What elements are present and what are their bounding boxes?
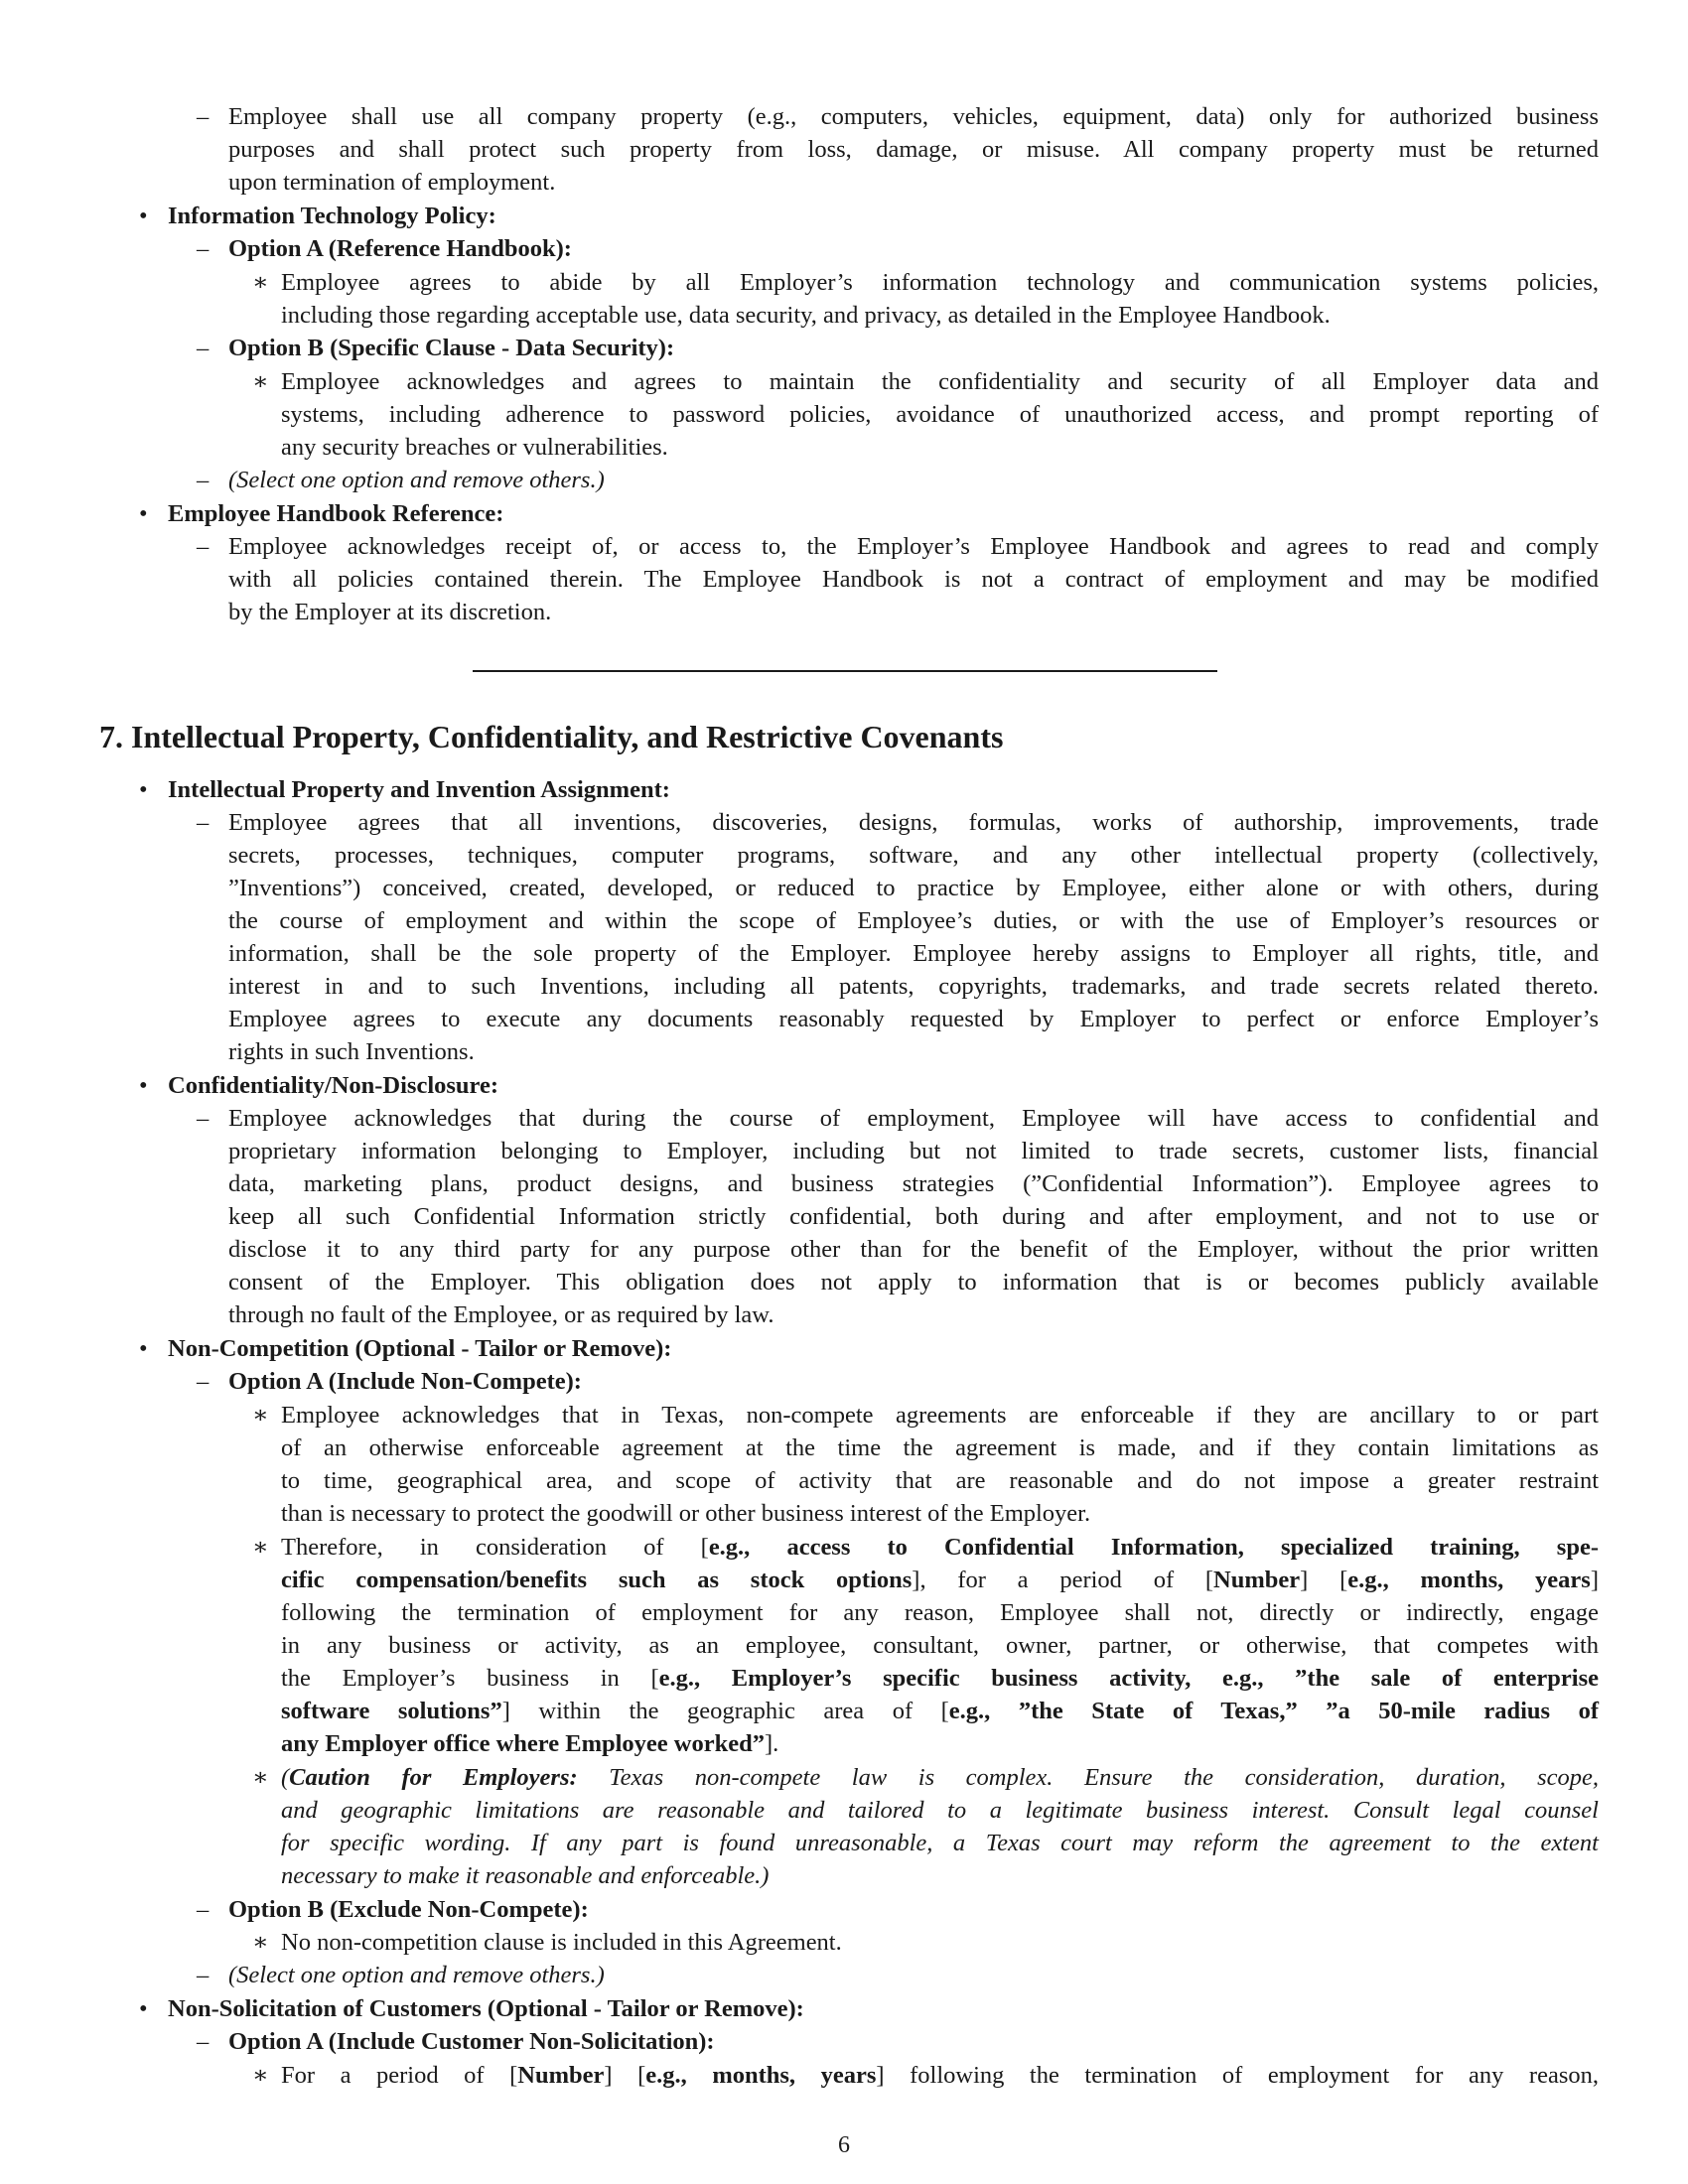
dash-marker: – — [197, 809, 210, 836]
ip-line: rights in such Inventions. — [228, 1038, 475, 1065]
bullet-marker: • — [139, 776, 148, 803]
ip-line: secrets, processes, techniques, computer programs, software, and any other intellectual property (collectively, — [228, 842, 1599, 869]
bullet-marker: • — [139, 203, 148, 229]
confidentiality-line: Employee acknowledges that during the course of employment, Employee will have access to confidential and — [228, 1105, 1599, 1132]
ip-line: ”Inventions”) conceived, created, developed, or reduced to practice by Employee, either alone or with others, during — [228, 875, 1599, 901]
it-option-a-line: including those regarding acceptable use, data security, and privacy, as detailed in the Employee Handbook. — [281, 302, 1331, 329]
company-property-line: upon termination of employment. — [228, 169, 556, 196]
non-compete-heading: Non-Competition (Optional - Tailor or Remove): — [168, 1335, 672, 1362]
dash-marker: – — [197, 235, 210, 262]
dash-marker: – — [197, 1896, 210, 1923]
it-option-b-heading: Option B (Specific Clause - Data Security): — [228, 335, 675, 361]
non-compete-para2-line: software solutions”] within the geographic area of [e.g., ”the State of Texas,” ”a 50-mile radius of — [281, 1698, 1600, 1724]
non-compete-para1-line: Employee acknowledges that in Texas, non-compete agreements are enforceable if they are ancillary to or part — [281, 1402, 1599, 1429]
bullet-marker: • — [139, 1995, 148, 2022]
it-option-b-line: any security breaches or vulnerabilities. — [281, 434, 668, 461]
non-compete-para1-line: than is necessary to protect the goodwill or other business interest of the Employer. — [281, 1500, 1091, 1527]
caution-line: and geographic limitations are reasonable and tailored to a legitimate business interest. Consult legal counsel — [281, 1797, 1599, 1824]
non-compete-para2-line: in any business or activity, as an employee, consultant, owner, partner, or otherwise, that competes with — [281, 1632, 1599, 1659]
star-marker: ∗ — [252, 2062, 269, 2089]
star-marker: ∗ — [252, 1534, 269, 1561]
section-divider — [473, 670, 1217, 672]
it-option-a-line: Employee agrees to abide by all Employer’s information technology and communication systems policies, — [281, 269, 1599, 296]
non-compete-para1-line: of an otherwise enforceable agreement at the time the agreement is made, and if they contain limitations as — [281, 1434, 1599, 1461]
ip-line: Employee agrees that all inventions, discoveries, designs, formulas, works of authorship, improvements, trade — [228, 809, 1599, 836]
it-option-a-heading: Option A (Reference Handbook): — [228, 235, 572, 262]
it-option-b-line: Employee acknowledges and agrees to maintain the confidentiality and security of all Employer data and — [281, 368, 1599, 395]
bullet-marker: • — [139, 1335, 148, 1362]
dash-marker: – — [197, 533, 210, 560]
confidentiality-line: proprietary information belonging to Employer, including but not limited to trade secrets, customer lists, financial — [228, 1138, 1599, 1164]
confidentiality-line: through no fault of the Employee, or as required by law. — [228, 1301, 774, 1328]
section-7-title: 7. Intellectual Property, Confidentiality, and Restrictive Covenants — [99, 719, 1004, 754]
page-number: 6 — [838, 2132, 850, 2158]
select-note: (Select one option and remove others.) — [228, 467, 605, 493]
company-property-line: Employee shall use all company property (e.g., computers, vehicles, equipment, data) only for authorized business — [228, 103, 1599, 130]
non-compete-para2-line: the Employer’s business in [e.g., Employer’s specific business activity, e.g., ”the sale of enterprise — [281, 1665, 1600, 1692]
ip-line: interest in and to such Inventions, including all patents, copyrights, trademarks, and trade secrets related thereto. — [228, 973, 1599, 1000]
bullet-marker: • — [139, 500, 148, 527]
non-solicit-line: For a period of [Number] [e.g., months, years] following the termination of employment for any reason, — [281, 2062, 1599, 2089]
star-marker: ∗ — [252, 1764, 269, 1791]
ip-line: the course of employment and within the scope of Employee’s duties, or with the use of Employer’s resources or — [228, 907, 1599, 934]
dash-marker: – — [197, 103, 210, 130]
dash-marker: – — [197, 1962, 210, 1988]
non-compete-para2-line: any Employer office where Employee worked”]. — [281, 1730, 779, 1757]
non-compete-para2-line: following the termination of employment for any reason, Employee shall not, directly or indirectly, engage — [281, 1599, 1599, 1626]
it-option-b-line: systems, including adherence to password policies, avoidance of unauthorized access, and prompt reporting of — [281, 401, 1599, 428]
non-compete-para2-line: cific compensation/benefits such as stock options], for a period of [Number] [e.g., months, years] — [281, 1567, 1599, 1593]
dash-marker: – — [197, 335, 210, 361]
non-compete-para2-line: Therefore, in consideration of [e.g., access to Confidential Information, specialized training, spe- — [281, 1534, 1599, 1561]
handbook-line: with all policies contained therein. The Employee Handbook is not a contract of employment and may be modified — [228, 566, 1599, 593]
dash-marker: – — [197, 2028, 210, 2055]
company-property-line: purposes and shall protect such property from loss, damage, or misuse. All company property must be returned — [228, 136, 1599, 163]
confidentiality-line: data, marketing plans, product designs, and business strategies (”Confidential Information”). Employee agrees to — [228, 1170, 1599, 1197]
it-policy-heading: Information Technology Policy: — [168, 203, 496, 229]
select-note: (Select one option and remove others.) — [228, 1962, 605, 1988]
caution-line: (Caution for Employers: Texas non-compete law is complex. Ensure the consideration, duration, scope, — [281, 1764, 1599, 1791]
confidentiality-line: consent of the Employer. This obligation does not apply to information that is or becomes publicly available — [228, 1269, 1599, 1296]
star-marker: ∗ — [252, 269, 269, 296]
star-marker: ∗ — [252, 368, 269, 395]
dash-marker: – — [197, 1105, 210, 1132]
non-compete-option-a-heading: Option A (Include Non-Compete): — [228, 1368, 582, 1395]
non-solicit-heading: Non-Solicitation of Customers (Optional - Tailor or Remove): — [168, 1995, 804, 2022]
star-marker: ∗ — [252, 1929, 269, 1956]
caution-line: for specific wording. If any part is found unreasonable, a Texas court may reform the agreement to the extent — [281, 1830, 1599, 1856]
caution-line: necessary to make it reasonable and enforceable.) — [281, 1862, 770, 1889]
star-marker: ∗ — [252, 1402, 269, 1429]
non-compete-option-b-text: No non-competition clause is included in this Agreement. — [281, 1929, 842, 1956]
dash-marker: – — [197, 467, 210, 493]
ip-heading: Intellectual Property and Invention Assignment: — [168, 776, 670, 803]
confidentiality-line: keep all such Confidential Information strictly confidential, both during and after employment, and not to use or — [228, 1203, 1599, 1230]
non-compete-para1-line: to time, geographical area, and scope of activity that are reasonable and do not impose a greater restraint — [281, 1467, 1599, 1494]
ip-line: information, shall be the sole property of the Employer. Employee hereby assigns to Employer all rights, title, and — [228, 940, 1599, 967]
handbook-line: by the Employer at its discretion. — [228, 599, 552, 625]
non-solicit-option-a-heading: Option A (Include Customer Non-Solicitation): — [228, 2028, 715, 2055]
confidentiality-heading: Confidentiality/Non-Disclosure: — [168, 1072, 499, 1099]
confidentiality-line: disclose it to any third party for any purpose other than for the benefit of the Employer, without the prior written — [228, 1236, 1599, 1263]
handbook-heading: Employee Handbook Reference: — [168, 500, 504, 527]
handbook-line: Employee acknowledges receipt of, or access to, the Employer’s Employee Handbook and agrees to read and comply — [228, 533, 1599, 560]
non-compete-option-b-heading: Option B (Exclude Non-Compete): — [228, 1896, 589, 1923]
ip-line: Employee agrees to execute any documents reasonably requested by Employer to perfect or enforce Employer’s — [228, 1006, 1599, 1032]
bullet-marker: • — [139, 1072, 148, 1099]
dash-marker: – — [197, 1368, 210, 1395]
